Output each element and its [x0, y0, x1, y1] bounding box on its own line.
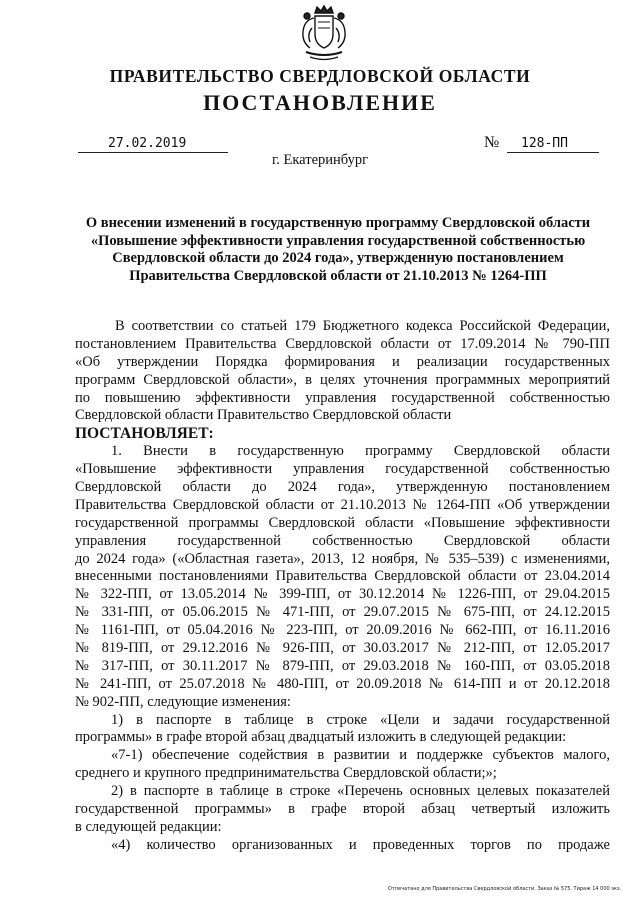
government-name: ПРАВИТЕЛЬСТВО СВЕРДЛОВСКОЙ ОБЛАСТИ: [109, 66, 531, 86]
coat-of-arms-icon: [298, 4, 350, 64]
body-line: «4) количество организованных и проведенных торгов по продаже: [111, 836, 610, 853]
body-line: внесенными постановлениями Правительства Свердловской области от 23.04.2014: [75, 568, 610, 585]
body-line: до 2024 года» («Областная газета», 2013, 12 ноября, № 535–539) с изменениями,: [75, 550, 610, 567]
document-date: 27.02.2019: [78, 136, 228, 153]
document-type: ПОСТАНОВЛЕНИЕ: [203, 90, 437, 115]
body-line: № 1161-ПП, от 05.04.2016 № 223-ПП, от 20.09.2016 № 662-ПП, от 16.11.2016: [75, 622, 610, 639]
body-line: Правительства Свердловской области от 21.10.2013 № 1264-ПП «Об утверждении: [75, 496, 610, 513]
body-line: № 331-ПП, от 05.06.2015 № 471-ПП, от 29.07.2015 № 675-ПП, от 24.12.2015: [75, 604, 610, 621]
body-line: 1. Внести в государственную программу Свердловской области: [111, 443, 610, 460]
title-line: О внесении изменений в государственную программу Свердловской области: [85, 215, 591, 231]
body-line: Свердловской области Правительство Свердловской области: [75, 407, 452, 424]
body-line: по повышению эффективности управления государственной собственностью: [75, 389, 610, 406]
body-line: постановлением Правительства Свердловской области от 17.09.2014 № 790-ПП: [75, 335, 610, 352]
decree-word: ПОСТАНОВЛЯЕТ:: [75, 425, 214, 443]
body-line: управления государственной собственностью Свердловской области: [75, 532, 610, 549]
number-sign: №: [484, 134, 500, 151]
body-line: программы» в графе второй абзац двадцатый изложить в следующей редакции:: [75, 729, 567, 746]
body-line: в следующей редакции:: [75, 818, 222, 835]
document-title: [68, 215, 608, 285]
title-line: «Повышение эффективности управления государственной собственностью: [90, 232, 586, 249]
body-line: программ Свердловской области», в целях уточнения программных мероприятий: [75, 371, 610, 388]
body-line: № 322-ПП, от 13.05.2014 № 399-ПП, от 30.12.2014 № 1226-ПП, от 29.04.2015: [75, 586, 610, 603]
body-line: № 317-ПП, от 30.11.2017 № 879-ПП, от 29.03.2018 № 160-ПП, от 03.05.2018: [75, 657, 610, 674]
body-line: № 902-ПП, следующие изменения:: [75, 693, 291, 710]
body-line: № 819-ПП, от 29.12.2016 № 926-ПП, от 30.03.2017 № 212-ПП, от 12.05.2017: [75, 640, 610, 657]
body-line: Свердловской области до 2024 года», утвержденную постановлением: [75, 479, 610, 496]
document-body: [75, 318, 610, 855]
body-line: «Об утверждении Порядка формирования и реализации государственных: [75, 353, 610, 370]
body-line: В соответствии со статьей 179 Бюджетного кодекса Российской Федерации,: [115, 318, 610, 334]
body-line: «Повышение эффективности управления государственной собственностью: [75, 461, 610, 478]
body-line: среднего и крупного предпринимательства Свердловской области;»;: [75, 765, 497, 782]
body-line: «7-1) обеспечение содействия в развитии и поддержке субъектов малого,: [111, 747, 610, 764]
printer-note: Отпечатано для Правительства Свердловской области. Заказ № 575. Тираж 14 000 экз.: [388, 886, 622, 892]
body-line: государственной программы» в графе второй абзац четвертый изложить: [75, 801, 610, 818]
body-line: государственной программы Свердловской области «Повышение эффективности: [75, 514, 610, 531]
document-number: 128-ПП: [507, 136, 599, 153]
city: г. Екатеринбург: [271, 152, 369, 168]
title-line: Правительства Свердловской области от 21.10.2013 № 1264-ПП: [129, 267, 547, 284]
body-line: 2) в паспорте в таблице в строке «Перечень основных целевых показателей: [111, 783, 610, 800]
body-line: 1) в паспорте в таблице в строке «Цели и задачи государственной: [111, 711, 610, 728]
body-line: № 241-ПП, от 25.07.2018 № 480-ПП, от 20.09.2018 № 614-ПП и от 20.12.2018: [75, 675, 610, 692]
title-line: Свердловской области до 2024 года», утвержденную постановлением: [112, 250, 564, 266]
